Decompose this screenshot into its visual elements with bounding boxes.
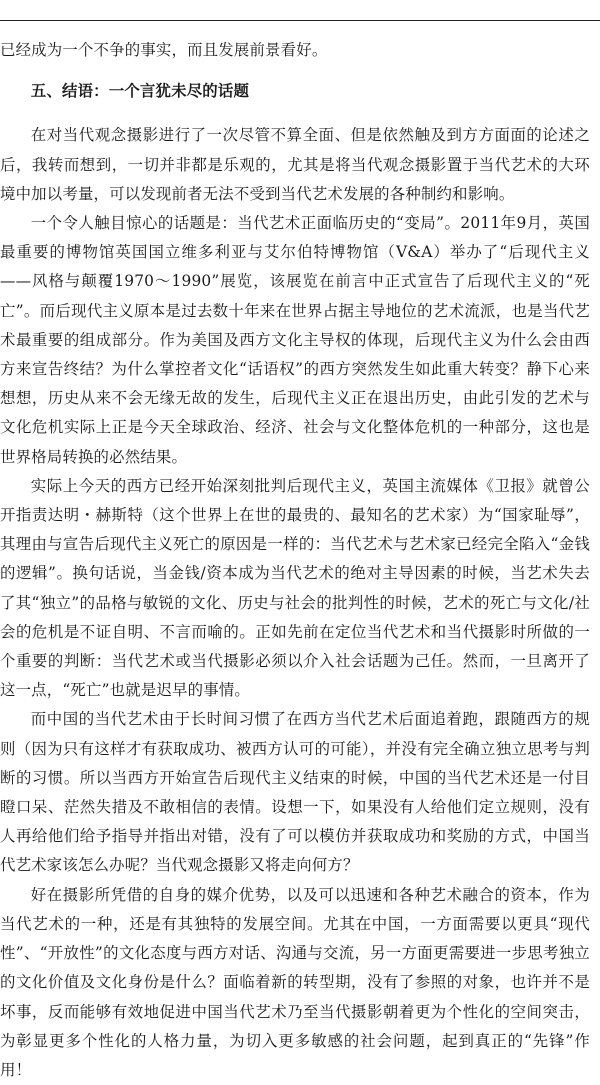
paragraph-5: 好在摄影所凭借的自身的媒介优势，以及可以迅速和各种艺术融合的资本，作为当代艺术的一种，还是有其独特的发展空间。尤其在中国，一方面需要以更具“现代性”、“开放性”的文化态度与西方对话、沟通与交流，另一方面更需要进一步思考独立的文化价值及文化身份是什么？面临着新的转型期，没有了参照的对象，也许并不是坏事，反而能够有效地促进中国当代艺术乃至当代摄影朝着更为个性化的空间突击，为彰显更多个性化的人格力量，为切入更多敏感的社会问题，起到真正的“先锋”作用！ [0,885,590,1079]
paragraph-4: 而中国的当代艺术由于长时间习惯了在西方当代艺术后面追着跑，跟随西方的规则（因为只有这样才有获取成功、被西方认可的可能），并没有完全确立独立思考与判断的习惯。所以当西方开始宣告后现代主义结束的时候，中国的当代艺术还是一付目瞪口呆、茫然失措及不敢相信的表情。设想一下，如果没有人给他们定立规则，没有人再给他们给予指导并指出对错，没有了可以模仿并获取成功和奖励的方式，中国当代艺术家该怎么办呢？当代观念摄影又将走向何方？ [0,710,590,875]
header-rule [0,20,600,21]
lead-line: 已经成为一个不争的事实，而且发展前景看好。 [0,41,328,59]
paragraph-1: 在对当代观念摄影进行了一次尽管不算全面、但是依然触及到方方面面的论述之后，我转而想到，一切并非都是乐观的，尤其是将当代观念摄影置于当代艺术的大环境中加以考量，可以发现前者无法不受到当代艺术发展的各种制约和影响。 [0,126,590,203]
document-body [0,36,590,1085]
paragraph-3: 实际上今天的西方已经开始深刻批判后现代主义，英国主流媒体《卫报》就曾公开指责达明・赫斯特（这个世界上在世的最贵的、最知名的艺术家）为“国家耻辱”，其理由与宣告后现代主义死亡的原因是一样的：当代艺术与艺术家已经完全陷入“金钱的逻辑”。换句话说，当金钱/资本成为当代艺术的绝对主导因素的时候，当艺术失去了其“独立”的品格与敏锐的文化、历史与社会的批判性的时候，艺术的死亡与文化/社会的危机是不证自明、不言而喻的。正如先前在定位当代艺术和当代摄影时所做的一个重要的判断：当代艺术或当代摄影必须以介入社会话题为己任。然而，一旦离开了这一点，“死亡”也就是迟早的事情。 [0,476,590,700]
section-heading: 五、结语：一个言犹未尽的话题 [30,82,250,101]
paragraph-2: 一个令人触目惊心的话题是：当代艺术正面临历史的“变局”。2011年9月，英国最重要的博物馆英国国立维多利亚与艾尔伯特博物馆（V&A）举办了“后现代主义——风格与颠覆1970～1990”展览，该展览在前言中正式宣告了后现代主义的“死亡”。而后现代主义原本是过去数十年来在世界占据主导地位的艺术流派，也是当代艺术最重要的组成部分。作为美国及西方文化主导权的体现，后现代主义为什么会由西方来宣告终结？为什么掌控者文化“话语权”的西方突然发生如此重大转变？静下心来想想，历史从来不会无缘无故的发生，后现代主义正在退出历史，由此引发的艺术与文化危机实际上正是今天全球政治、经济、社会与文化整体危机的一种部分，这也是世界格局转换的必然结果。 [0,214,590,466]
